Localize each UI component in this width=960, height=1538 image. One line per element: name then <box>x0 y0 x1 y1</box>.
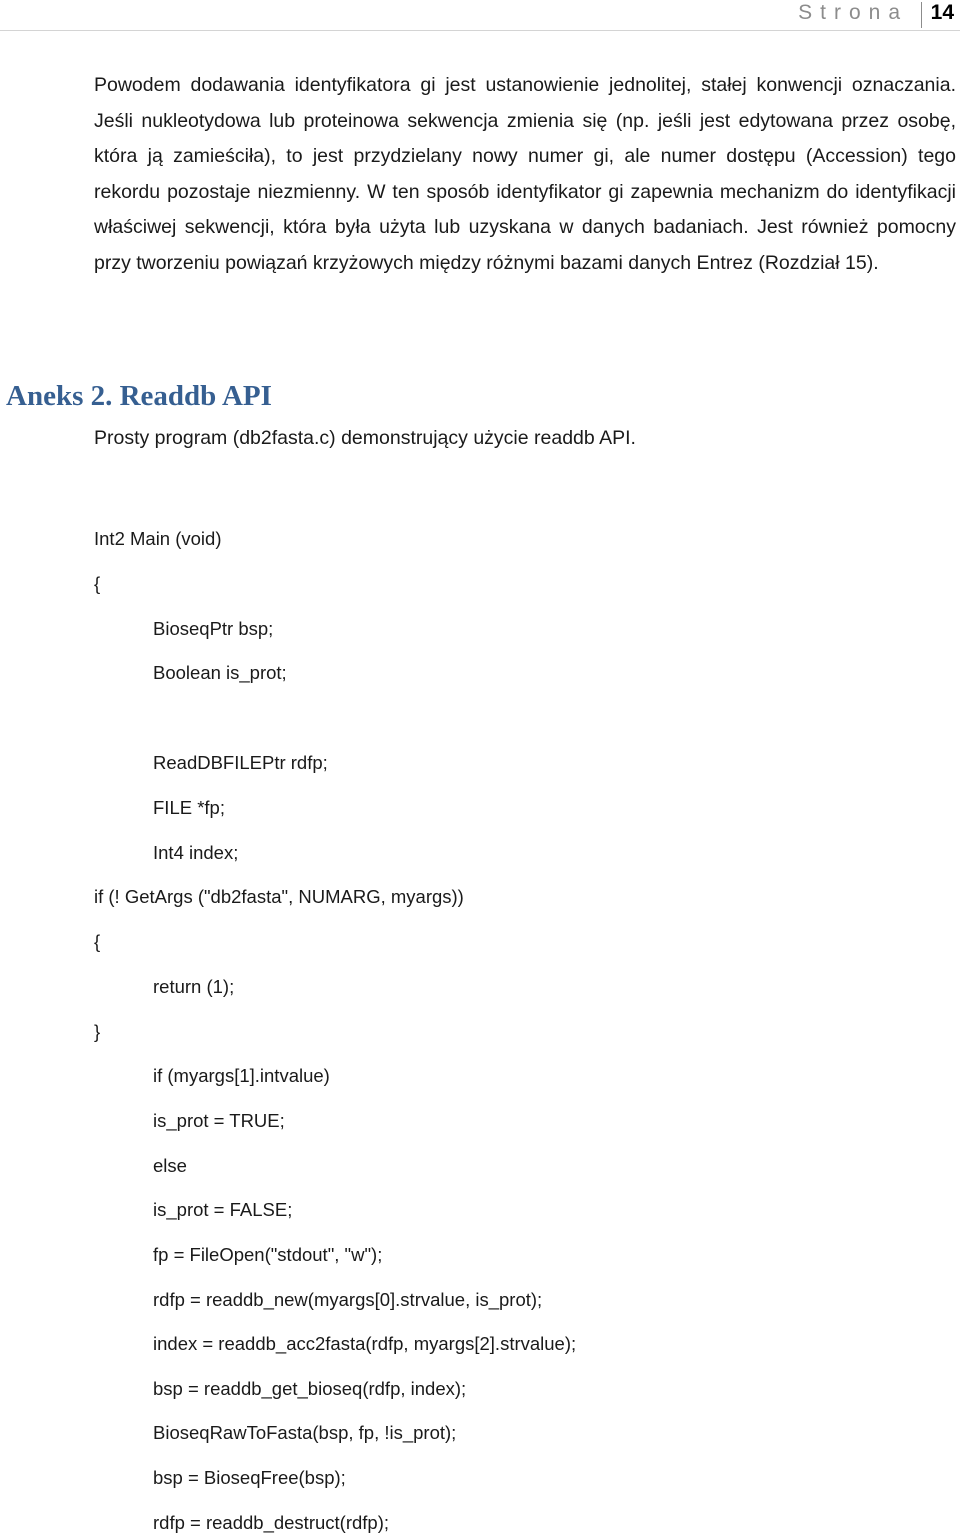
code-line: return (1); <box>153 976 235 997</box>
code-line: Boolean is_prot; <box>153 662 287 683</box>
code-line: rdfp = readdb_destruct(rdfp); <box>153 1512 390 1533</box>
code-line: } <box>94 1021 101 1042</box>
code-line: bsp = BioseqFree(bsp); <box>153 1467 346 1488</box>
code-line: fp = FileOpen("stdout", "w"); <box>153 1244 383 1265</box>
section-subtitle: Prosty program (db2fasta.c) demonstrujący użycie readdb API. <box>94 427 636 449</box>
code-line: else <box>153 1155 187 1176</box>
code-line: FILE *fp; <box>153 797 225 818</box>
page-header <box>0 0 960 31</box>
page-number: 14 <box>930 1 954 24</box>
code-line: BioseqRawToFasta(bsp, fp, !is_prot); <box>153 1422 457 1443</box>
section-heading: Aneks 2. Readdb API <box>6 380 272 412</box>
code-line: index = readdb_acc2fasta(rdfp, myargs[2].strvalue); <box>153 1333 577 1354</box>
code-line: if (myargs[1].intvalue) <box>153 1065 330 1086</box>
code-line: { <box>94 931 101 952</box>
code-line: if (! GetArgs ("db2fasta", NUMARG, myargs)) <box>94 886 464 907</box>
code-line: ReadDBFILEPtr rdfp; <box>153 752 328 773</box>
code-line: Int2 Main (void) <box>94 528 222 549</box>
page-label: Strona <box>798 1 908 24</box>
intro-paragraph: Powodem dodawania identyfikatora gi jest ustanowienie jednolitej, stałej konwencji oznaczania. Jeśli nukleotydowa lub proteinowa sekwencja zmienia się (np. jeśli jest edytowana przez osobę, która ją zamieściła), to jest przydzielany nowy numer gi, ale numer dostępu (Accession) tego rekordu pozostaje niezmienny. W ten sposób identyfikator gi zapewnia mechanizm do identyfikacji właściwej sekwencji, która była użyta lub uzyskana w danych badaniach. Jest również pomocny przy tworzeniu powiązań krzyżowych między różnymi bazami danych Entrez (Rozdział 15). <box>94 74 956 274</box>
header-separator <box>921 2 922 28</box>
code-line: { <box>94 573 101 594</box>
code-line: is_prot = FALSE; <box>153 1199 293 1220</box>
code-line: bsp = readdb_get_bioseq(rdfp, index); <box>153 1378 467 1399</box>
code-line: is_prot = TRUE; <box>153 1110 285 1131</box>
code-line: Int4 index; <box>153 842 239 863</box>
code-line: BioseqPtr bsp; <box>153 618 274 639</box>
code-line: rdfp = readdb_new(myargs[0].strvalue, is_prot); <box>153 1289 543 1310</box>
